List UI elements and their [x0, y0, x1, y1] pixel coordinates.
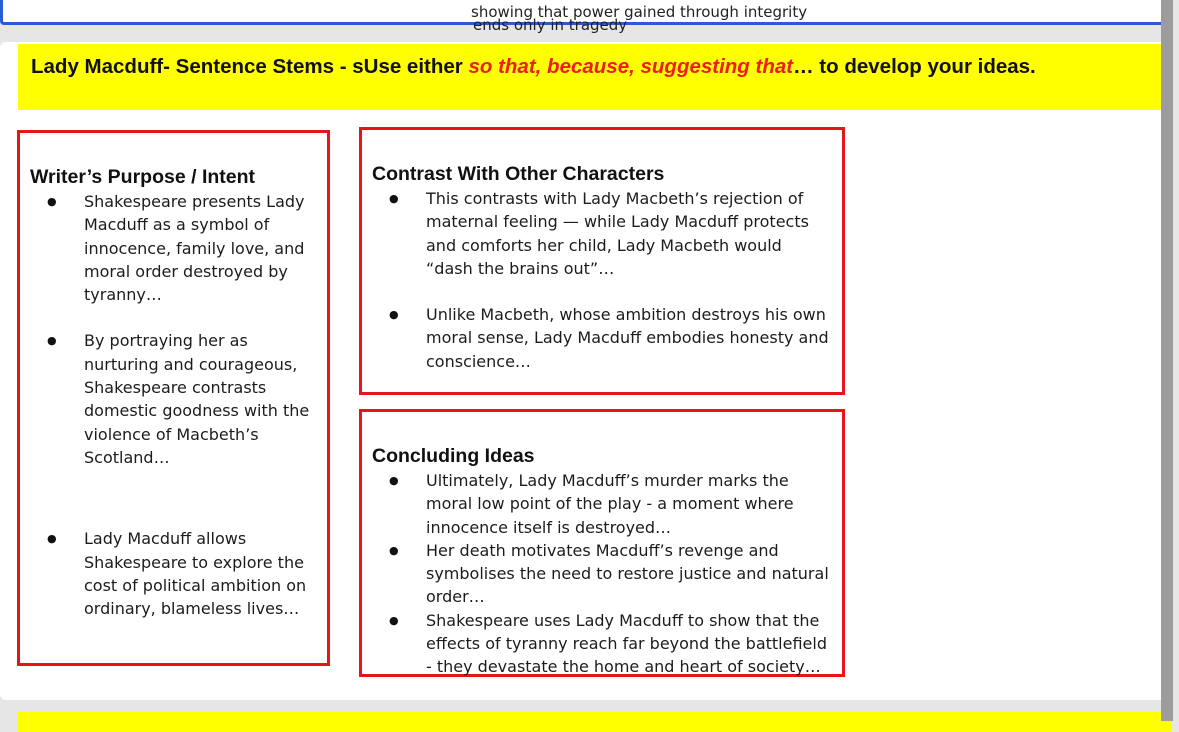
previous-slide-text: showing that power gained through integrity	[471, 3, 808, 21]
banner-title	[31, 55, 1036, 79]
writers-purpose-box	[17, 130, 330, 666]
concluding-box	[359, 409, 845, 677]
banner-tail: … to develop your ideas.	[793, 55, 1036, 78]
contrast-heading: Contrast With Other Characters	[372, 163, 665, 185]
contrast-list	[426, 187, 832, 373]
list-item: ● Ultimately, Lady Macduff’s murder marks the moral low point of the play - a moment where innocence itself is destroyed…	[426, 469, 836, 539]
current-slide[interactable]	[0, 42, 1172, 700]
list-item: ● This contrasts with Lady Macbeth’s rejection of maternal feeling — while Lady Macduff protects and comforts her child, Lady Macbeth would “dash the brains out”…	[426, 187, 832, 280]
contrast-box	[359, 127, 845, 395]
writers-purpose-list	[84, 190, 320, 620]
previous-slide[interactable]	[0, 0, 1172, 34]
list-item: ● Shakespeare presents Lady Macduff as a symbol of innocence, family love, and moral order destroyed by tyranny…	[84, 190, 320, 306]
writers-purpose-heading: Writer’s Purpose / Intent	[30, 166, 256, 188]
list-item: ● Unlike Macbeth, whose ambition destroys his own moral sense, Lady Macduff embodies honesty and conscience…	[426, 303, 832, 373]
banner-lead: Lady Macduff- Sentence Stems - sUse either	[31, 55, 469, 78]
list-item: ● By portraying her as nurturing and courageous, Shakespeare contrasts domestic goodness with the violence of Macbeth’s Scotland…	[84, 329, 320, 469]
banner-connectives: so that, because, suggesting that	[468, 55, 794, 78]
list-item: ● Shakespeare uses Lady Macduff to show that the effects of tyranny reach far beyond the battlefield - they devastate the home and heart of society…	[426, 609, 836, 679]
list-item: ● Her death motivates Macduff’s revenge and symbolises the need to restore justice and natural order…	[426, 539, 836, 609]
concluding-list	[426, 469, 836, 679]
previous-slide-text-cut: ends only in tragedy	[473, 16, 628, 34]
next-slide[interactable]	[18, 712, 1172, 732]
list-item: ● Lady Macduff allows Shakespeare to explore the cost of political ambition on ordinary, blameless lives…	[84, 527, 320, 620]
concluding-heading: Concluding Ideas	[372, 445, 535, 467]
vertical-scrollbar[interactable]	[1161, 0, 1173, 721]
sentence-stems-banner	[18, 44, 1172, 110]
